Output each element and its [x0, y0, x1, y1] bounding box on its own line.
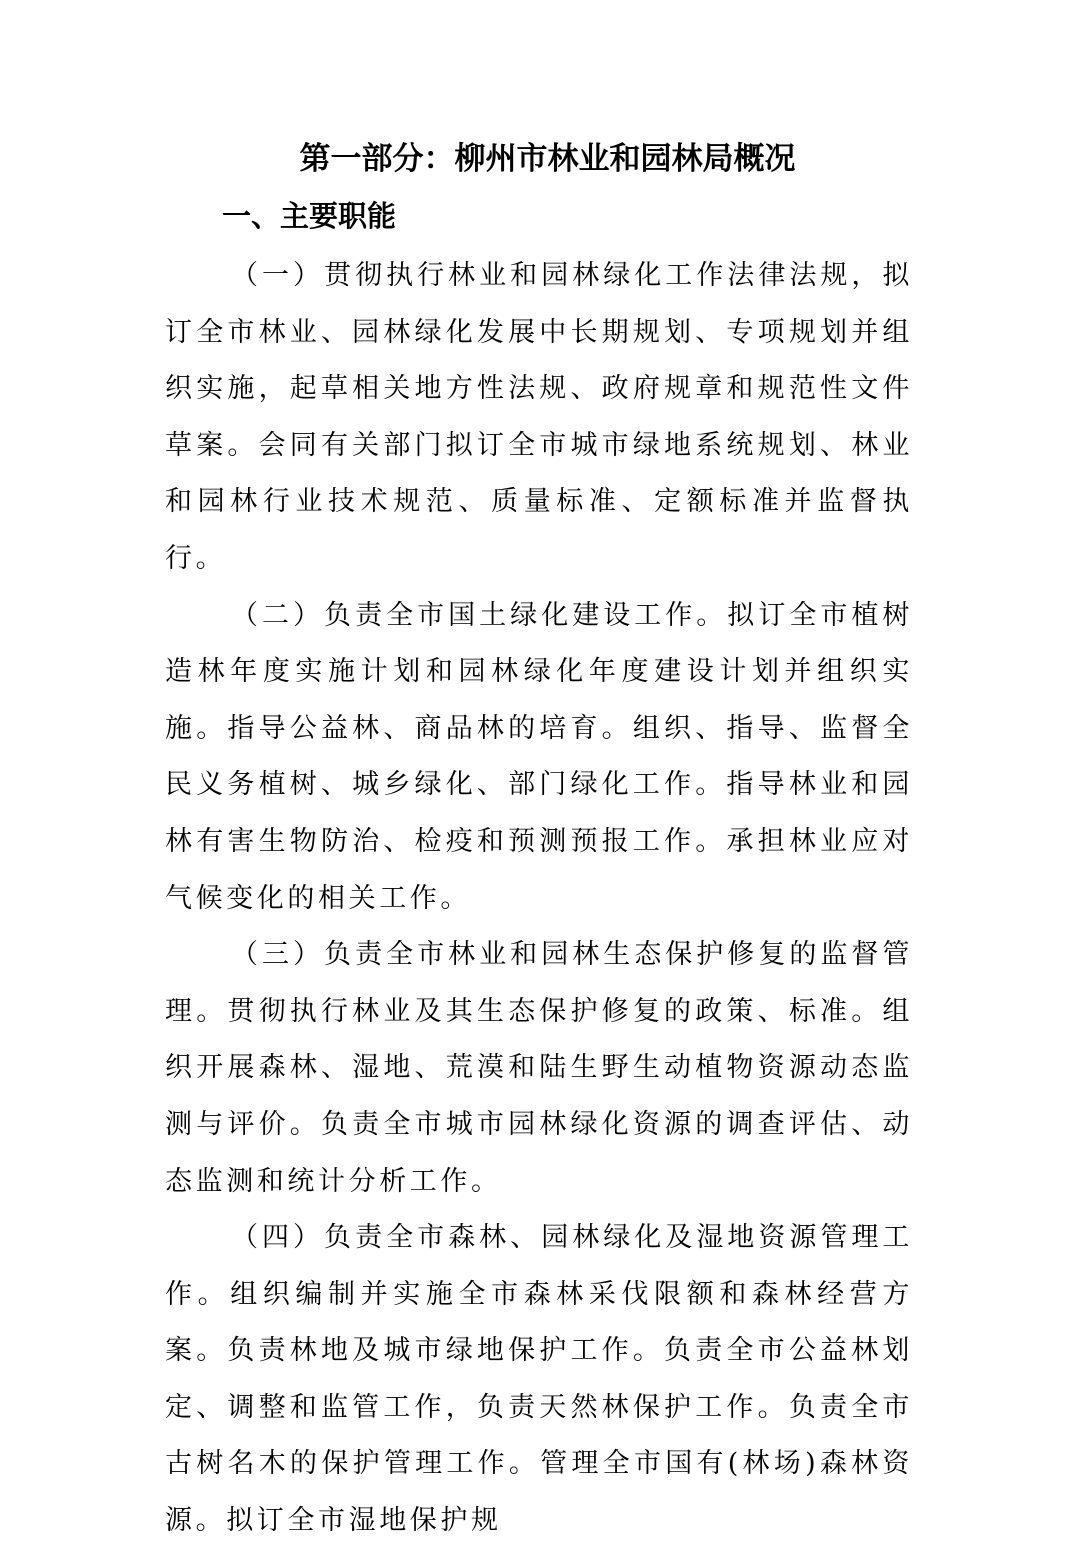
section-heading: 一、主要职能 [222, 199, 397, 233]
document-title: 第一部分：柳州市林业和园林局概况 [299, 141, 796, 177]
paragraph-2: （二）负责全市国土绿化建设工作。拟订全市植树造林年度实施计划和园林绿化年度建设计划并组织实施。指导公益林、商品林的培育。组织、指导、监督全民义务植树、城乡绿化、部门绿化工作。指导林业和园林有害生物防治、检疫和预测预报工作。承担林业应对气候变化的相关工作。 [165, 599, 913, 914]
paragraph-4: （四）负责全市森林、园林绿化及湿地资源管理工作。组织编制并实施全市森林采伐限额和森林经营方案。负责林地及城市绿地保护工作。负责全市公益林划定、调整和监管工作，负责天然林保护工作。负责全市古树名木的保护管理工作。管理全市国有(林场)森林资源。拟订全市湿地保护规 [165, 1222, 913, 1537]
paragraph-1: （一）贯彻执行林业和园林绿化工作法律法规，拟订全市林业、园林绿化发展中长期规划、专项规划并组织实施，起草相关地方性法规、政府规章和规范性文件草案。会同有关部门拟订全市城市绿地系统规划、林业和园林行业技术规范、质量标准、定额标准并监督执行。 [165, 260, 913, 574]
paragraph-3: （三）负责全市林业和园林生态保护修复的监督管理。贯彻执行林业及其生态保护修复的政策、标准。组织开展森林、湿地、荒漠和陆生野生动植物资源动态监测与评价。负责全市城市园林绿化资源的调查评估、动态监测和统计分析工作。 [165, 939, 913, 1197]
body-text [165, 248, 913, 1550]
